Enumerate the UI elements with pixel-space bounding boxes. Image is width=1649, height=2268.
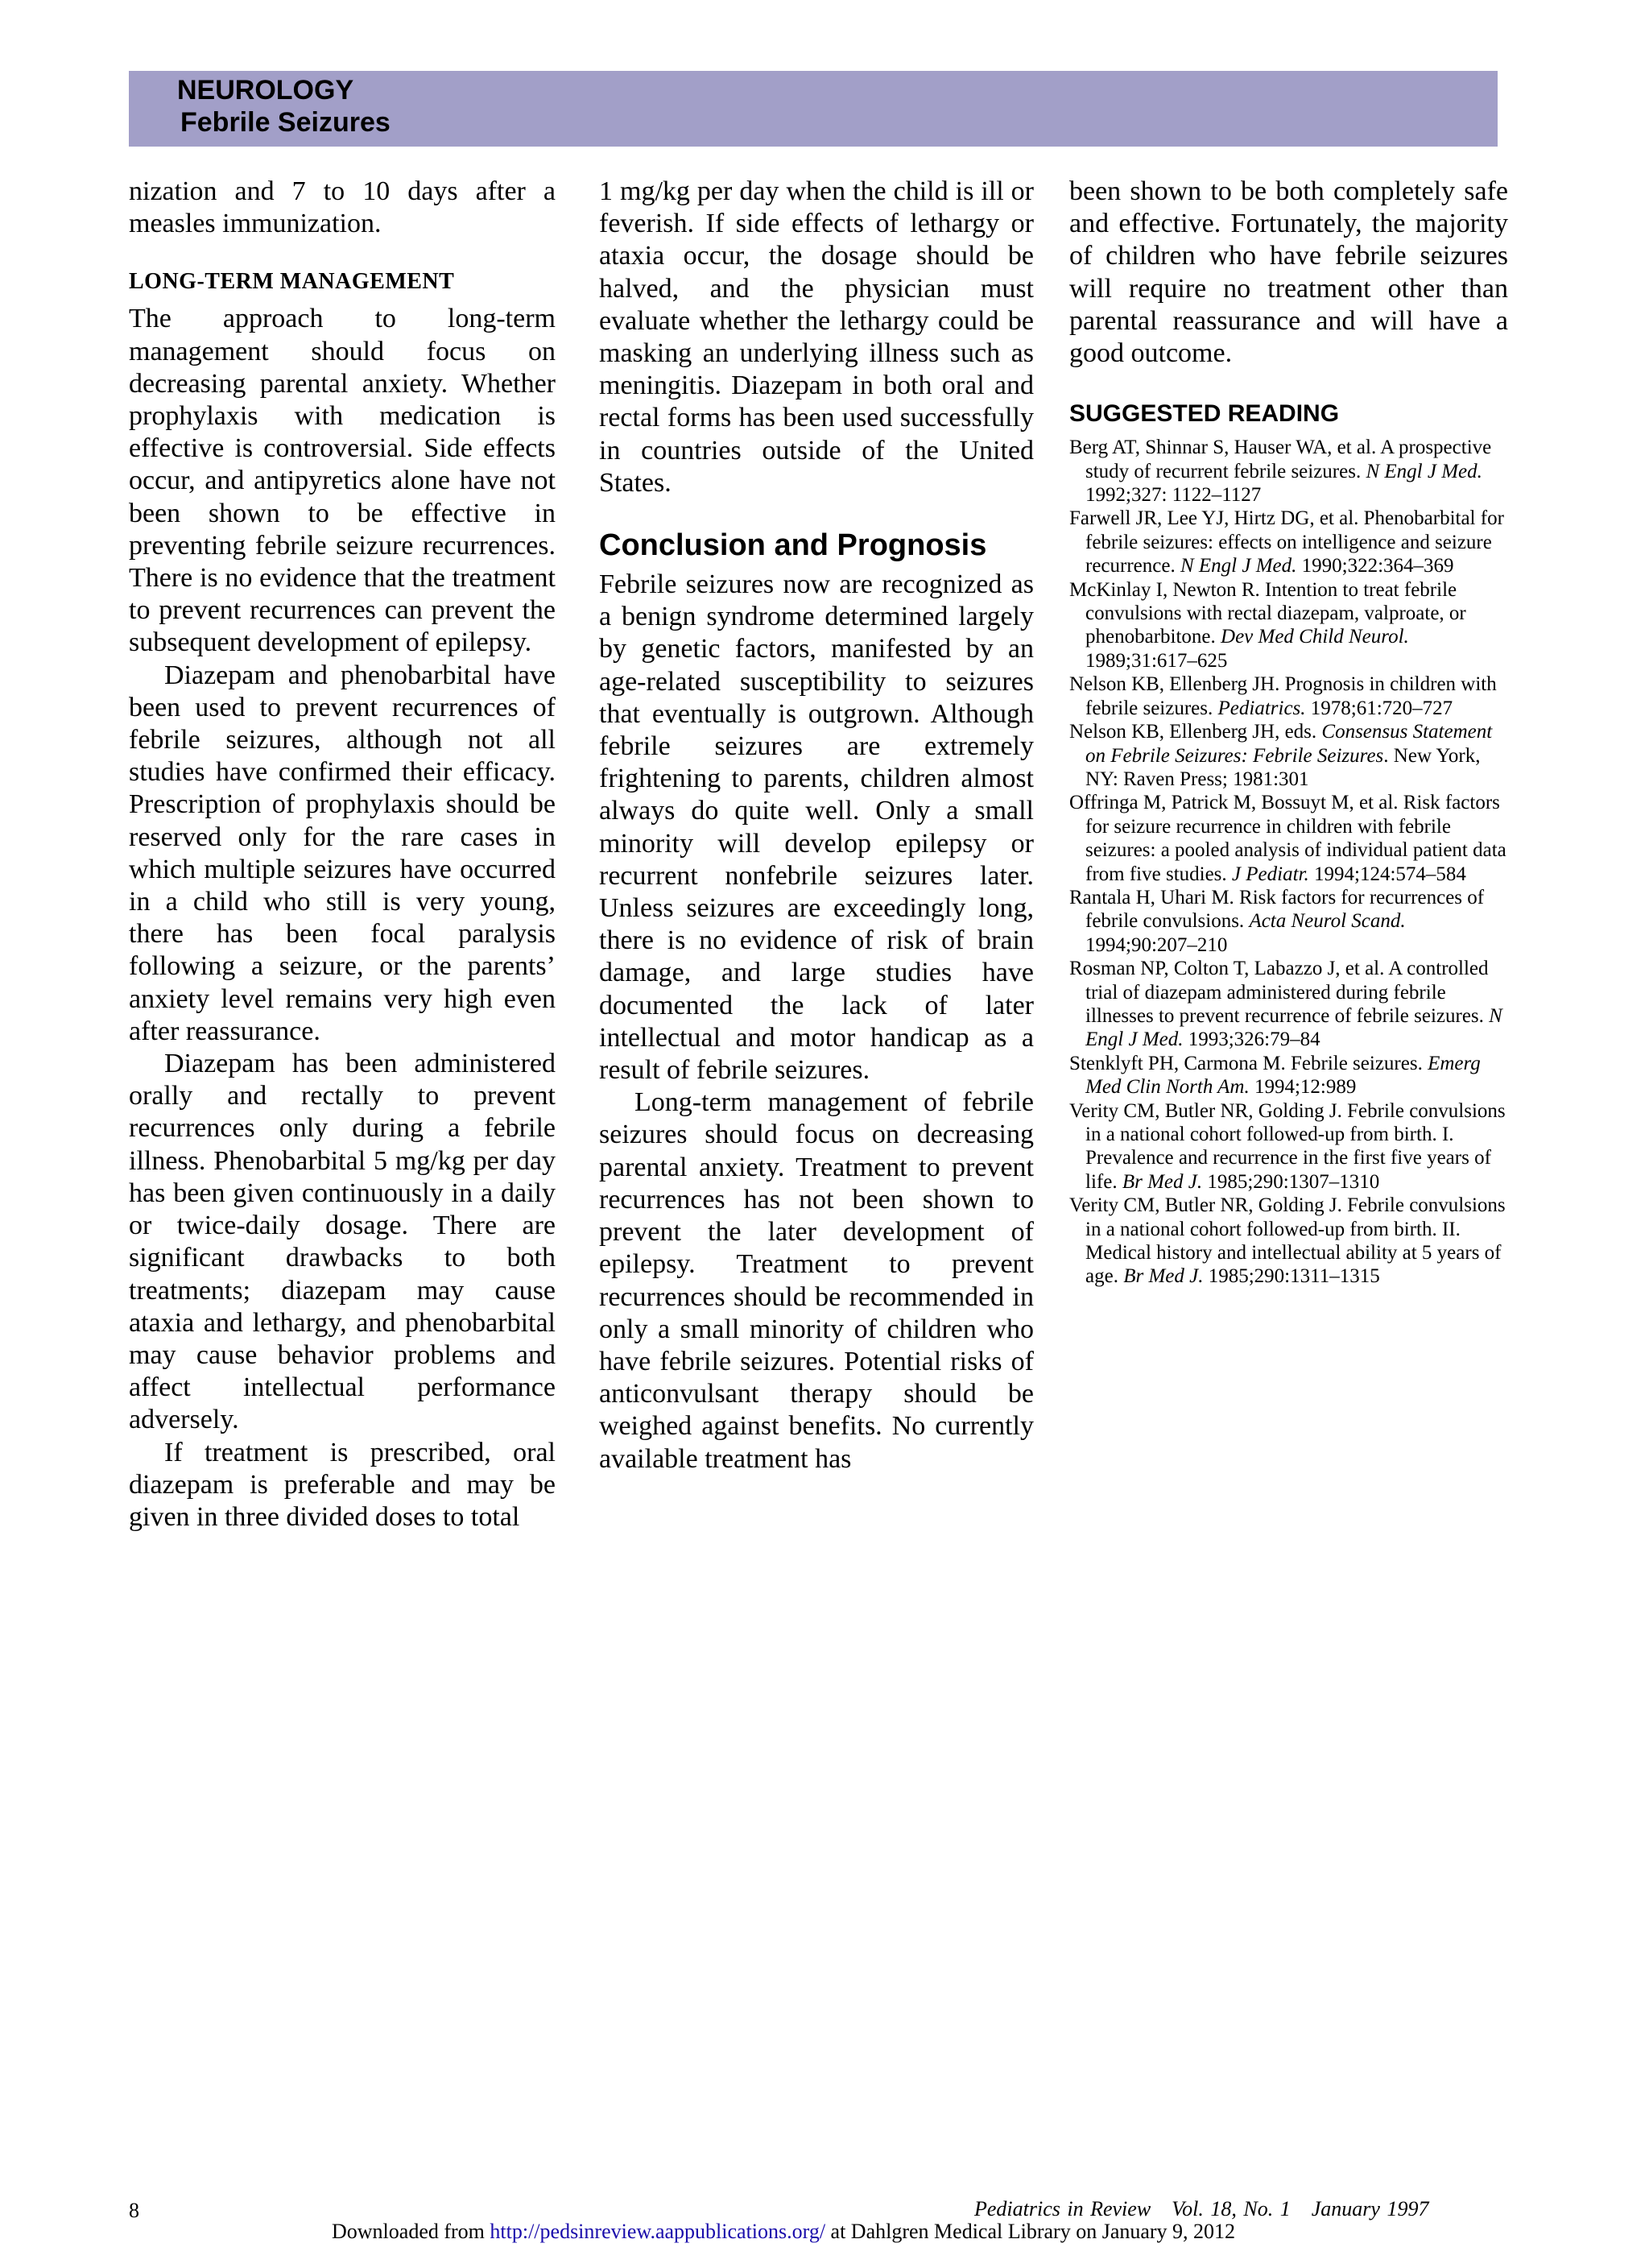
page-number: 8 bbox=[129, 2199, 139, 2222]
reference-item: Nelson KB, Ellenberg JH, eds. Consensus Statement on Febrile Seizures: Febrile Seizures. New York, NY: Raven Press; 1981:301 bbox=[1069, 721, 1493, 790]
reference-item: Rantala H, Uhari M. Risk factors for recurrences of febrile convulsions. Acta Neurol Scand. 1994;90:207–210 bbox=[1069, 886, 1485, 956]
download-suffix: at Dahlgren Medical Library on January 9, 2012 bbox=[825, 2220, 1236, 2243]
reference-item: Farwell JR, Lee YJ, Hirtz DG, et al. Phenobarbital for febrile seizures: effects on intelligence and seizure recurrence. N Engl J Med. 1990;322:364–369 bbox=[1069, 507, 1504, 577]
reference-item: McKinlay I, Newton R. Intention to treat febrile convulsions with rectal diazepam, valproate, or phenobarbitone. Dev Med Child Neurol. 1989;31:617–625 bbox=[1069, 578, 1466, 672]
journal-name: Pediatrics in Review bbox=[974, 2197, 1151, 2220]
paragraph: nization and 7 to 10 days after a measles immunization. bbox=[129, 176, 556, 239]
section-heading-long-term-management: LONG-TERM MANAGEMENT bbox=[129, 269, 455, 295]
reference-item: Offringa M, Patrick M, Bossuyt M, et al. Risk factors for seizure recurrence in children with febrile seizures: a pooled analysis of individual patient data from five studies. J Pediatr. 1994;124:574–584 bbox=[1069, 792, 1506, 885]
download-prefix: Downloaded from bbox=[332, 2220, 490, 2243]
journal-footer bbox=[974, 2197, 1449, 2221]
section-heading-conclusion: Conclusion and Prognosis bbox=[599, 528, 987, 563]
paragraph: Long-term management of febrile seizures should focus on decreasing parental anxiety. Treatment to prevent recurrences has not been shown to prevent the later development of epilepsy. Treatment to prevent recurrences should be recommended in only a small minority of children who have febrile seizures. Potential risks of anticonvulsant therapy should be weighed against benefits. No currently available treatment has bbox=[599, 1087, 1034, 1474]
paragraph: been shown to be both completely safe and effective. Fortunately, the majority of children who have febrile seizures will require no treatment other than parental reassurance and will have a good outcome. bbox=[1069, 176, 1508, 369]
paragraph: 1 mg/kg per day when the child is ill or feverish. If side effects of lethargy or ataxia occur, the dosage should be halved, and the physician must evaluate whether the lethargy could be masking an underlying illness such as meningitis. Diazepam in both oral and rectal forms has been used successfully in countries outside of the United States. bbox=[599, 176, 1034, 498]
section-heading-suggested-reading: SUGGESTED READING bbox=[1069, 400, 1340, 428]
reference-item: Berg AT, Shinnar S, Hauser WA, et al. A prospective study of recurrent febrile seizures. N Engl J Med. 1992;327: 1122–1127 bbox=[1069, 437, 1492, 507]
reference-item: Nelson KB, Ellenberg JH. Prognosis in children with febrile seizures. Pediatrics. 1978;61:720–727 bbox=[1069, 673, 1497, 719]
journal-date: January 1997 bbox=[1311, 2197, 1429, 2220]
paragraph: Diazepam and phenobarbital have been used to prevent recurrences of febrile seizures, although not all studies have confirmed their efficacy. Prescription of prophylaxis should be reserved only for the rare cases in which multiple seizures have occurred in a child who still is very young, there has been focal paralysis following a seizure, or the parents’ anxiety level remains very high even after reassurance. bbox=[129, 660, 556, 1046]
download-notice bbox=[332, 2220, 1235, 2244]
section-header-band bbox=[129, 71, 1498, 147]
paragraph: If treatment is prescribed, oral diazepam is preferable and may be given in three divided doses to total bbox=[129, 1437, 556, 1532]
paragraph: Diazepam has been administered orally and rectally to prevent recurrences only during a febrile illness. Phenobarbital 5 mg/kg per day has been given continuously in a daily or twice-daily dosage. There are significant drawbacks to both treatments; diazepam may cause ataxia and lethargy, and phenobarbital may cause behavior problems and affect intellectual performance adversely. bbox=[129, 1049, 556, 1435]
column-2 bbox=[599, 176, 1034, 1475]
section-title: NEUROLOGY bbox=[177, 75, 354, 106]
topic-title: Febrile Seizures bbox=[180, 107, 391, 138]
download-link[interactable]: http://pedsinreview.aappublications.org/ bbox=[490, 2220, 826, 2243]
reference-item: Verity CM, Butler NR, Golding J. Febrile convulsions in a national cohort followed-up from birth. I. Prevalence and recurrence in the first five years of life. Br Med J. 1985;290:1307–1310 bbox=[1069, 1099, 1506, 1193]
journal-volume: Vol. 18, No. 1 bbox=[1172, 2197, 1291, 2220]
column-1 bbox=[129, 176, 556, 1533]
paragraph: The approach to long-term management should focus on decreasing parental anxiety. Whether prophylaxis with medication is effective is controversial. Side effects occur, and antipyretics alone have not been shown to be effective in preventing febrile seizure recurrences. There is no evidence that the treatment to prevent recurrences can prevent the subsequent development of epilepsy. bbox=[129, 304, 556, 658]
column-3 bbox=[1069, 176, 1508, 1289]
reference-list bbox=[1069, 436, 1508, 1289]
reference-item: Stenklyft PH, Carmona M. Febrile seizures. Emerg Med Clin North Am. 1994;12:989 bbox=[1069, 1052, 1481, 1099]
reference-item: Rosman NP, Colton T, Labazzo J, et al. A controlled trial of diazepam administered during febrile illnesses to prevent recurrence of febrile seizures. N Engl J Med. 1993;326:79–84 bbox=[1069, 958, 1502, 1051]
paragraph: Febrile seizures now are recognized as a benign syndrome determined largely by genetic factors, manifested by an age-related susceptibility to seizures that eventually is outgrown. Although febrile seizures are extremely frightening to parents, children almost always do quite well. Only a small minority will develop epilepsy or recurrent nonfebrile seizures later. Unless seizures are exceedingly long, there is no evidence of risk of brain damage, and large studies have documented the lack of later intellectual and motor handicap as a result of febrile seizures. bbox=[599, 569, 1034, 1086]
reference-item: Verity CM, Butler NR, Golding J. Febrile convulsions in a national cohort followed-up from birth. II. Medical history and intellectual ability at 5 years of age. Br Med J. 1985;290:1311–1315 bbox=[1069, 1194, 1506, 1288]
